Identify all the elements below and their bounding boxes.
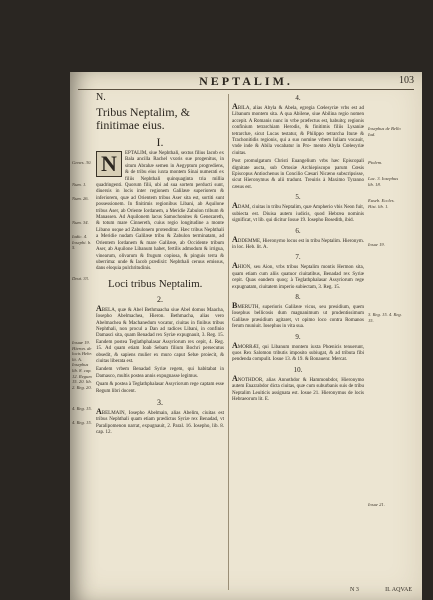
page-footer (230, 587, 412, 597)
entry-abelmain (96, 409, 224, 437)
entry-numeral: 8. (295, 292, 301, 301)
entry-text: MERUTH, superioris Galilææ vicus, seu presidium, quem Iosephus bellicosis dum magnanimum ut prudentissimum Galilææ præsidium agitaret, vt opimo loco contra Romanos ferum muniuit. Iosephus in vita sua. (232, 304, 364, 330)
margin-note: Genes. 30. (72, 160, 92, 165)
signature-mark: N 3 (350, 587, 359, 593)
entry-initial: B (232, 300, 238, 310)
entry-numeral: 5. (295, 193, 301, 202)
intro-text: EPTALIM, siue Nephthali, sextus filius Iacob ex Bala ancilla Rachel vxoris sue progenitus, in situm Abrahæ semen in Aegyptum progrediens, & de tribu eius iuxta montem Sinai numerati ex filiis Nephthali quinquaginta tria millia quadringenti. Quorum filii, ubi ad sua sortem perducti sunt, diuersis in locis inter regionem Galilææ superiorem & inferiorem, quæ ad Orientem tribus Aser sita est, sortiti sunt possessionem. In finitimis regionibus Libani, ab Aquilone tribus Aser, ab Oriente Iordanem, a Meridie Zabulon tribum & Manassen. Ad Aquilonem lacus Samochonites & Genezareth, & totum mare Cinnereth, cuius regio longitudine a monte Libano usque ad Zabulonem protenditur. Hæc tribus Nephthali a Meridie nudam Galilææ tribu & Zabulon terminatam, ad Orientem Iordanem & mare Galilææ, ab Occidente tribum Aser, ab Aquilone Libanum habet, fertilis admodum & irrigua, vinearum, olivarum & frugum copiosa, & pinguis terra & uberrima: unde & Iacob prædixit: Nephthali ceruus emissus, dans eloquia pulchritudinis. (96, 151, 224, 272)
letter-heading: N. (96, 92, 106, 103)
entry-text: BELA, quæ & Abel Bethmaacha siue Abel domus Maacha, Iosepho Abelmachea, Hieron. Bethmacha, alias vero Abelmachea & Machanedum vocatur, ciuitas in finibus tribus Nephthali, non procul a Dan ad radices Libani, in confinio Damasci sita, quam Benadad rex Syriæ expugnauit, 3. Reg. 15. Eandem postea Teglathphalasar Assyriorum rex cepit, 4. Reg. 15. Ad quam etiam Ioab Sebam filium Bochri persecutus obsedit, & sapiens mulier ex muro caput Sebæ proiecit, & ciuitas liberata est. (96, 307, 224, 364)
entry-numeral: 6. (295, 226, 301, 235)
entry-abila-cont: Post promulgatum Christi Euangelium vrbs hæc Episcopali dignitate aucta, sub Ortosiæ Archiepiscopo parum Cœsis Episcopus Antiochenus in Concilio Cæsari Nicæno subscripsisse, sicut Hieronymus & alii tradunt. Treuiris à Maximo Tyranno cæsus est. (232, 159, 364, 190)
page-header (70, 74, 422, 88)
entry-numeral: 9. (295, 332, 301, 341)
entry-numeral: 4. (295, 94, 301, 102)
entry-initial: A (232, 373, 238, 383)
section-numeral: I. (156, 135, 164, 149)
margin-note: 3. Reg. 15. 4. Reg. 15. (368, 312, 402, 323)
dropcap-letter: N (96, 151, 122, 177)
book-page (70, 72, 422, 600)
entry-text: NOTHDOR, alias Annothdor & Hammonbdor, Hieronymo autem Enazrabdor dicta ciuitas, quæ cum suburbanis suis de tribu Neptalim Leuiticis assignata est. Iosue 21. Hieronymus de locis Hebraeorum lit. E. (232, 377, 364, 402)
margin-note: Num. 1. (72, 182, 87, 187)
entry-text: MORRÆI, qui Libanum montem iuxta Phœnicis tenuerunt, quos Rex Salomon tributis imposito subiugat, & ad tributa fibi pendenda compulit. Iosue 13. & 19. & Bonauenr. Mercat. (232, 344, 364, 363)
margin-note: 4. Reg. 15. (72, 420, 92, 425)
left-column (96, 92, 224, 439)
margin-note: Iosuæ 19. Hieron. de locis Hebr. lit. A. Iosephus lib. 8. cap. 12. Regum 15. 20. lib. 2. Reg. 20. (72, 340, 92, 390)
entry-numeral: 7. (295, 253, 301, 262)
entry-anothdor (232, 373, 364, 404)
margin-note: Iosue 19. (368, 242, 385, 247)
header-rule (78, 89, 414, 90)
entry-meruth (232, 300, 364, 331)
intro-paragraph (96, 151, 224, 273)
entry-text: HION, seu Aion, vrbs tribus Neptalim montis Hermon sita, quam etiam cum aliis quatuor ciuitatibus, Benadad rex Syriæ cepit. Quas eandem quoq; à Teglathphalasar Assyriorum rege expugnatam, ciuitatem imperio subiectam, 3. Reg. 15. (232, 265, 364, 290)
entry-initial: A (232, 102, 238, 111)
entry-abela-cont2: Quam & postea à Teglathphalasar Assyriorum rege captam esse Regum libri docent. (96, 382, 224, 394)
catchword: II. AQVAE (385, 587, 412, 593)
column-divider (228, 94, 229, 590)
entry-initial: A (96, 407, 102, 416)
entry-morraei (232, 340, 364, 364)
entry-numeral: 2. (157, 294, 163, 304)
margin-note: Ptolem. (368, 160, 383, 165)
entry-abela (96, 303, 224, 366)
entry-adam (232, 203, 364, 224)
entry-ahion (232, 263, 364, 291)
running-title: NEPTALIM. (199, 74, 293, 88)
margin-note: Luc. 3. Iosephus lib. 18. (368, 176, 399, 187)
section-title: Tribus Neptalim, & finitimae eius. (96, 105, 190, 132)
margin-note: Deut. 33. (72, 276, 89, 281)
entry-abila (232, 104, 364, 157)
entry-addemme (232, 234, 364, 252)
entry-initial: A (232, 340, 238, 350)
right-column (232, 92, 364, 405)
margin-note: Num. 26. (72, 196, 89, 201)
margin-note: Iudic. 4. Iosephi. b. 5. (72, 234, 92, 251)
entry-numeral: 3. (157, 398, 163, 407)
margin-note: Iosue 21. (368, 502, 385, 507)
margin-note: Euseb. Eccles. Hist. lib. 1. (368, 198, 395, 209)
loci-title: Loci tribus Neptalim. (108, 277, 203, 290)
entry-initial: A (96, 303, 102, 313)
entry-text: BILA, alias Abyla & Abela, egregia Cœlesyriæ vrbs est ad Libanum montem sita. A qua Abilene, siue Abilina regio nomen accepit. A Romanis nunc in vrbe præfectus est, habuitq; regionis confinium tetrarchiam Herodis, & finitimis filiis Lysaniæ tetrarchæ, sicut Lucas testatur, & Philippo tetrarcha Ituræ & Trachonitidis regionis, qui a suo nomine vrbem Iuliam vocauit, vnde inde & Abila vocabatur in Pro- mento Abyla Cœlesyriæ ciuitas. (232, 106, 364, 156)
page-number: 103 (399, 75, 414, 86)
entry-initial: A (232, 261, 238, 271)
entry-text: BELMAIN, Iosepho Abelmain, alias Abelim, ciuitas est tribus Nephthali quam etiam prædictus Syriæ rex Benadad, vt Paralipomenon narrat, expugnauit, 2. Paral. 16. Iosepho, lib. 8. cap. 12. (96, 411, 224, 436)
entry-text: DAM, ciuitas in tribu Neptalim, quæ Ampherio vbis Neon fuit, subiecta est. Diuisa autem iudicis, quod Hebræa nominis significat, vt lib. qui dicitur Iosue 19. Iosepho Bosedith, ibid. (232, 205, 364, 224)
margin-note: 4. Reg. 15. (72, 406, 92, 411)
entry-numeral: 10. (293, 365, 303, 374)
margin-note: Iosephus de Bello Iud. (368, 126, 401, 137)
margin-note: Num. 34. (72, 220, 89, 225)
entry-initial: A (232, 201, 238, 211)
entry-abela-cont: Eandem vrbem Benadad Syriæ regem, qui habitabat in Damasco, multis postea annis expugnasse legimus. (96, 367, 224, 379)
entry-text: DDEMME, Hieronymo locus est in tribu Neptalim. Hieronym. in loc. Heb. lit. A. (232, 238, 364, 250)
entry-initial: A (232, 234, 238, 244)
